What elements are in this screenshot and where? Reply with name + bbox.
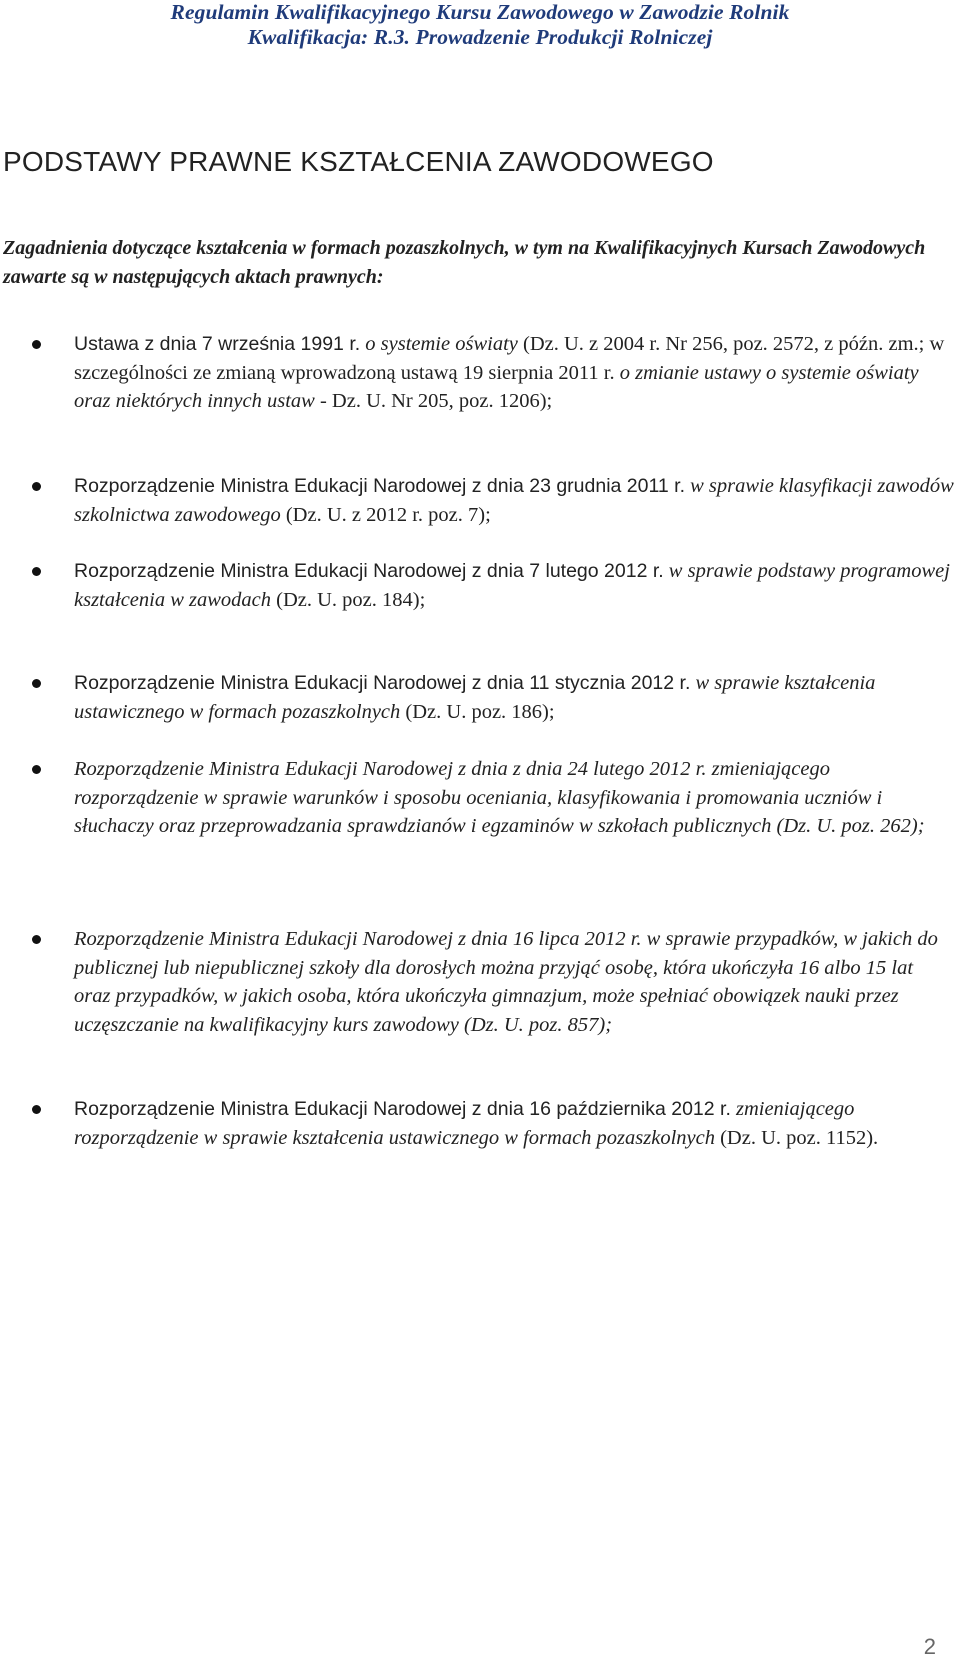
act-subject: w sprawie klasyfikacji zawodów szkolnictwa zawodowego xyxy=(74,475,954,526)
act-amendment: o zmianie ustawy o systemie oświaty oraz niektórych innych ustaw xyxy=(74,361,919,412)
list-item-text xyxy=(74,557,954,614)
act-title: Rozporządzenie Ministra Edukacji Narodowej z dnia 16 lipca 2012 r. xyxy=(74,928,642,950)
header-line-1: Regulamin Kwalifikacyjnego Kursu Zawodowego w Zawodzie Rolnik xyxy=(170,0,790,24)
bullet-icon xyxy=(32,935,41,944)
act-reference: (Dz. U. z 2012 r. poz. 7); xyxy=(285,503,491,526)
act-reference: (Dz. U. poz. 186); xyxy=(405,700,555,723)
act-reference: - Dz. U. Nr 205, poz. 1206); xyxy=(319,390,553,412)
act-title: Rozporządzenie Ministra Edukacji Narodowej z dnia 11 stycznia 2012 r. xyxy=(74,672,691,694)
running-header xyxy=(0,0,960,50)
list-item-text xyxy=(74,330,954,416)
section-title: PODSTAWY PRAWNE KSZTAŁCENIA ZAWODOWEGO xyxy=(3,146,714,177)
list-item-text xyxy=(74,925,954,1039)
act-subject: w sprawie kształcenia ustawicznego w formach pozaszkolnych xyxy=(74,672,876,723)
page-number: 2 xyxy=(923,1634,936,1659)
act-subject: w sprawie podstawy programowej kształcenia w zawodach xyxy=(74,560,950,611)
bullet-icon xyxy=(32,567,41,576)
act-subject: zmieniającego rozporządzenie w sprawie kształcenia ustawicznego w formach pozaszkolnych xyxy=(74,1098,855,1149)
intro-paragraph: Zagadnienia dotyczące kształcenia w formach pozaszkolnych, w tym na Kwalifikacyjnych Kursach Zawodowych zawarte są w następujących aktach prawnych: xyxy=(3,237,926,288)
act-reference: (Dz. U. poz. 184); xyxy=(276,588,426,611)
act-title: Rozporządzenie Ministra Edukacji Narodowej z dnia 23 grudnia 2011 r. xyxy=(74,475,685,497)
act-reference: (Dz. U. poz. 1152). xyxy=(720,1126,879,1149)
list-item-text xyxy=(74,755,954,841)
act-reference: (Dz. U. poz. 857); xyxy=(464,1013,613,1036)
bullet-icon xyxy=(32,482,41,491)
act-subject: w sprawie przypadków, w jakich do publicznej lub niepublicznej szkoły dla dorosłych można przyjąć osobę, która ukończyła 16 albo 15 lat oraz przypadków, w jakich osoba, która ukończyła gimnazjum, może spełniać obowiązek nauki przez uczęszczanie na kwalifikacyjny kurs zawodowy xyxy=(74,928,938,1036)
act-reference: (Dz. U. z 2004 r. Nr 256, poz. 2572, z późn. zm.; w szczególności ze zmianą wprowadzoną ustawą 19 sierpnia 2011 r. xyxy=(74,333,945,384)
act-title: Rozporządzenie Ministra Edukacji Narodowej z dnia 16 października 2012 r. xyxy=(74,1098,731,1120)
list-item-text xyxy=(74,472,954,529)
act-subject: zmieniającego rozporządzenie w sprawie warunków i sposobu oceniania, klasyfikowania i promowania uczniów i słuchaczy oraz przeprowadzania sprawdzianów i egzaminów w szkołach publicznych xyxy=(74,758,883,837)
act-title: Ustawa z dnia 7 września 1991 r. xyxy=(74,333,361,355)
header-line-2: Kwalifikacja: R.3. Prowadzenie Produkcji Rolniczej xyxy=(247,25,713,49)
act-title: Rozporządzenie Ministra Edukacji Narodowej z dnia z dnia 24 lutego 2012 r. xyxy=(74,758,707,780)
bullet-icon xyxy=(32,679,41,688)
list-item-text xyxy=(74,669,954,726)
bullet-icon xyxy=(32,340,41,349)
act-subject: o systemie oświaty xyxy=(365,333,518,355)
bullet-icon xyxy=(32,1105,41,1114)
act-title: Rozporządzenie Ministra Edukacji Narodowej z dnia 7 lutego 2012 r. xyxy=(74,560,664,582)
bullet-icon xyxy=(32,765,41,774)
list-item-text xyxy=(74,1095,954,1152)
act-reference: (Dz. U. poz. 262); xyxy=(776,815,925,837)
